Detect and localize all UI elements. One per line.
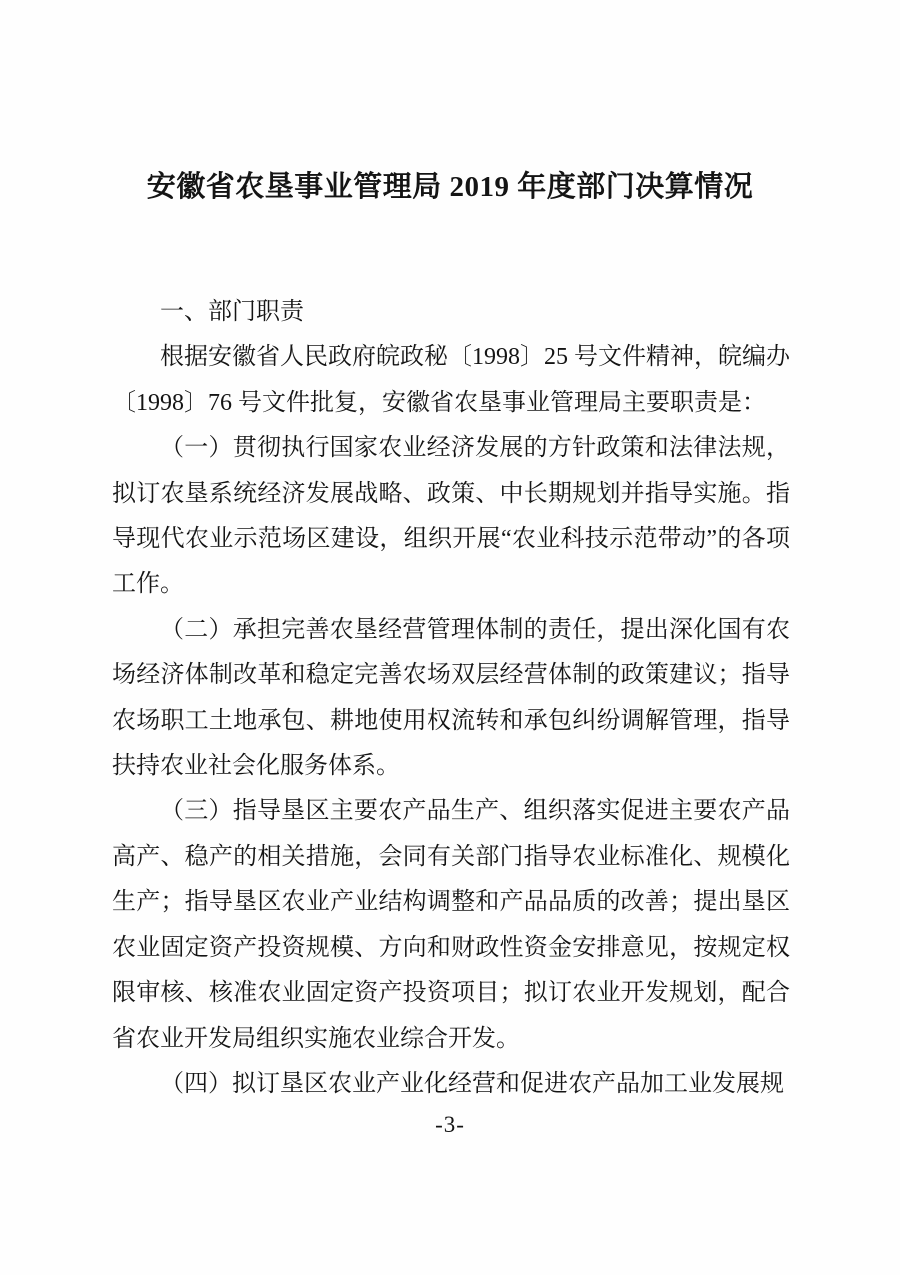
paragraph-duty-4-partial: （四）拟订垦区农业产业化经营和促进农产品加工业发展规 [160, 1070, 784, 1097]
section-heading: 一、部门职责 [160, 299, 304, 325]
paragraph-duty-1: （一）贯彻执行国家农业经济发展的方针政策和法律法规，拟订农垦系统经济发展战略、政策、中长期规划并指导实施。指导现代农业示范场区建设，组织开展“农业科技示范带动”的各项工作。 [112, 435, 790, 598]
document-title: 安徽省农垦事业管理局 2019 年度部门决算情况 [146, 171, 754, 203]
page-number: -3- [435, 1112, 465, 1137]
paragraph-duty-2: （二）承担完善农垦经营管理体制的责任，提出深化国有农场经济体制改革和稳定完善农场双层经营体制的政策建议；指导农场职工土地承包、耕地使用权流转和承包纠纷调解管理，指导扶持农业社会化服务体系。 [112, 616, 790, 780]
document-body [112, 290, 790, 1107]
paragraph-intro: 根据安徽省人民政府皖政秘〔1998〕25 号文件精神，皖编办〔1998〕76 号文件批复，安徽省农垦事业管理局主要职责是： [112, 344, 790, 416]
paragraph-duty-3: （三）指导垦区主要农产品生产、组织落实促进主要农产品高产、稳产的相关措施，会同有关部门指导农业标准化、规模化生产；指导垦区农业产业结构调整和产品品质的改善；提出垦区农业固定资产投资规模、方向和财政性资金安排意见，按规定权限审核、核准农业固定资产投资项目；拟订农业开发规划，配合省农业开发局组织实施农业综合开发。 [112, 798, 790, 1052]
